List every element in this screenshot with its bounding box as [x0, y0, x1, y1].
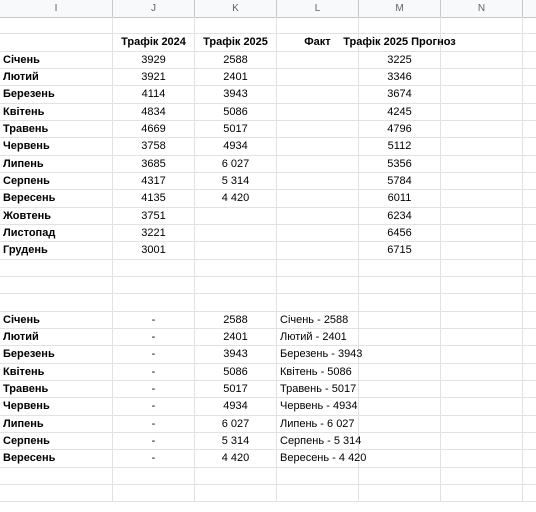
- traffic-2025-value[interactable]: 5 314: [195, 173, 277, 189]
- empty-row: [0, 468, 536, 485]
- fact-value[interactable]: [277, 69, 359, 85]
- table-row: [0, 104, 536, 121]
- traffic-2024-value[interactable]: 4135: [113, 190, 195, 206]
- cell[interactable]: [441, 364, 523, 380]
- cell[interactable]: [359, 450, 441, 466]
- traffic-2025-value[interactable]: [195, 242, 277, 258]
- month-label[interactable]: Вересень: [0, 190, 113, 206]
- forecast-value[interactable]: 5356: [359, 156, 441, 172]
- traffic-2024-value[interactable]: 3221: [113, 225, 195, 241]
- forecast-value[interactable]: 6011: [359, 190, 441, 206]
- cell[interactable]: [441, 312, 523, 328]
- traffic-2024-value[interactable]: -: [113, 312, 195, 328]
- month-label[interactable]: Лютий: [0, 69, 113, 85]
- forecast-value[interactable]: 3346: [359, 69, 441, 85]
- empty-row: [0, 277, 536, 294]
- month-label[interactable]: Січень: [0, 312, 113, 328]
- cell[interactable]: [359, 468, 441, 484]
- fact-value[interactable]: [277, 156, 359, 172]
- fact-label[interactable]: Квітень - 5086: [277, 364, 359, 380]
- cell[interactable]: [359, 294, 441, 310]
- forecast-value[interactable]: 5112: [359, 138, 441, 154]
- cell[interactable]: [195, 17, 277, 33]
- month-label[interactable]: Лютий: [0, 329, 113, 345]
- table-row: [0, 121, 536, 138]
- traffic-2025-value[interactable]: 6 027: [195, 416, 277, 432]
- table-row: [0, 364, 536, 381]
- traffic-2025-value[interactable]: 3943: [195, 346, 277, 362]
- cell[interactable]: [0, 34, 113, 50]
- cell[interactable]: [113, 277, 195, 293]
- cell[interactable]: [359, 485, 441, 501]
- cell[interactable]: [0, 260, 113, 276]
- forecast-value[interactable]: 4245: [359, 104, 441, 120]
- traffic-2024-value[interactable]: -: [113, 416, 195, 432]
- fact-value[interactable]: [277, 86, 359, 102]
- header-traffic-2025[interactable]: Трафік 2025: [195, 34, 277, 50]
- cell[interactable]: [441, 17, 523, 33]
- cell[interactable]: [277, 294, 359, 310]
- table-row: [0, 190, 536, 207]
- column-header-m[interactable]: M: [359, 0, 441, 17]
- traffic-2024-value[interactable]: -: [113, 364, 195, 380]
- cell[interactable]: [359, 312, 441, 328]
- table-row: [0, 312, 536, 329]
- cell[interactable]: [113, 17, 195, 33]
- traffic-2024-value[interactable]: 3921: [113, 69, 195, 85]
- cell[interactable]: [0, 294, 113, 310]
- fact-label[interactable]: Січень - 2588: [277, 312, 359, 328]
- traffic-2025-value[interactable]: 4 420: [195, 190, 277, 206]
- month-label[interactable]: Липень: [0, 416, 113, 432]
- fact-label[interactable]: Липень - 6 027: [277, 416, 359, 432]
- traffic-2024-value[interactable]: 3001: [113, 242, 195, 258]
- cell[interactable]: [441, 260, 523, 276]
- cell[interactable]: [195, 468, 277, 484]
- cell[interactable]: [195, 260, 277, 276]
- fact-value[interactable]: [277, 242, 359, 258]
- traffic-2024-value[interactable]: 4317: [113, 173, 195, 189]
- cell[interactable]: [441, 52, 523, 68]
- traffic-2025-value[interactable]: 2588: [195, 52, 277, 68]
- cell[interactable]: [441, 242, 523, 258]
- cell[interactable]: [359, 277, 441, 293]
- cell[interactable]: [359, 260, 441, 276]
- cell[interactable]: [441, 104, 523, 120]
- traffic-2024-value[interactable]: -: [113, 450, 195, 466]
- month-label[interactable]: Квітень: [0, 104, 113, 120]
- traffic-2025-value[interactable]: 2401: [195, 69, 277, 85]
- traffic-2024-value[interactable]: 4114: [113, 86, 195, 102]
- table-row: [0, 398, 536, 415]
- fact-label[interactable]: Лютий - 2401: [277, 329, 359, 345]
- cell[interactable]: [113, 468, 195, 484]
- cell[interactable]: [441, 294, 523, 310]
- cell[interactable]: [0, 485, 113, 501]
- cell[interactable]: [441, 173, 523, 189]
- traffic-2024-value[interactable]: 3929: [113, 52, 195, 68]
- cell[interactable]: [359, 416, 441, 432]
- cell[interactable]: [277, 17, 359, 33]
- cell[interactable]: [359, 329, 441, 345]
- month-label[interactable]: Липень: [0, 156, 113, 172]
- table-row: [0, 346, 536, 363]
- forecast-value[interactable]: 6715: [359, 242, 441, 258]
- month-label[interactable]: Грудень: [0, 242, 113, 258]
- header-fact[interactable]: Факт: [277, 34, 359, 50]
- traffic-2025-value[interactable]: 5086: [195, 104, 277, 120]
- cell[interactable]: [441, 190, 523, 206]
- cell[interactable]: [277, 468, 359, 484]
- empty-row: [0, 294, 536, 311]
- traffic-2024-value[interactable]: 3751: [113, 208, 195, 224]
- fact-value[interactable]: [277, 121, 359, 137]
- table-row: [0, 450, 536, 467]
- forecast-value[interactable]: 4796: [359, 121, 441, 137]
- traffic-2025-value[interactable]: [195, 225, 277, 241]
- traffic-2025-value[interactable]: [195, 208, 277, 224]
- table-row: [0, 381, 536, 398]
- month-label[interactable]: Квітень: [0, 364, 113, 380]
- traffic-2025-value[interactable]: 5 314: [195, 433, 277, 449]
- table-header-row: [0, 34, 536, 51]
- month-label[interactable]: Червень: [0, 138, 113, 154]
- forecast-value[interactable]: 3225: [359, 52, 441, 68]
- traffic-2025-value[interactable]: 6 027: [195, 156, 277, 172]
- cell[interactable]: [113, 485, 195, 501]
- table-row: [0, 433, 536, 450]
- fact-label[interactable]: Березень - 3943: [277, 346, 359, 362]
- traffic-2024-value[interactable]: -: [113, 433, 195, 449]
- month-label[interactable]: Вересень: [0, 450, 113, 466]
- fact-value[interactable]: [277, 190, 359, 206]
- fact-label[interactable]: Травень - 5017: [277, 381, 359, 397]
- cell[interactable]: [0, 17, 113, 33]
- month-label[interactable]: Жовтень: [0, 208, 113, 224]
- cell[interactable]: [359, 17, 441, 33]
- traffic-2024-value[interactable]: 3758: [113, 138, 195, 154]
- column-header-j[interactable]: J: [113, 0, 195, 17]
- cell[interactable]: [441, 398, 523, 414]
- fact-label[interactable]: Вересень - 4 420: [277, 450, 359, 466]
- month-label[interactable]: Березень: [0, 86, 113, 102]
- cell[interactable]: [441, 34, 523, 50]
- month-label[interactable]: Серпень: [0, 173, 113, 189]
- cell[interactable]: [441, 346, 523, 362]
- fact-value[interactable]: [277, 208, 359, 224]
- traffic-2024-value[interactable]: 4669: [113, 121, 195, 137]
- cell[interactable]: [113, 260, 195, 276]
- forecast-value[interactable]: 3674: [359, 86, 441, 102]
- forecast-value[interactable]: 5784: [359, 173, 441, 189]
- fact-value[interactable]: [277, 173, 359, 189]
- traffic-2024-value[interactable]: -: [113, 398, 195, 414]
- fact-value[interactable]: [277, 52, 359, 68]
- fact-value[interactable]: [277, 138, 359, 154]
- cell[interactable]: [441, 468, 523, 484]
- cell[interactable]: [195, 294, 277, 310]
- traffic-2024-value[interactable]: -: [113, 329, 195, 345]
- cell[interactable]: [195, 485, 277, 501]
- empty-row: [0, 17, 536, 34]
- cell[interactable]: [359, 364, 441, 380]
- table-row: [0, 173, 536, 190]
- table-row: [0, 52, 536, 69]
- month-label[interactable]: Березень: [0, 346, 113, 362]
- cell[interactable]: [195, 277, 277, 293]
- table-row: [0, 138, 536, 155]
- traffic-2025-value[interactable]: 4934: [195, 138, 277, 154]
- cell[interactable]: [359, 433, 441, 449]
- table-row: [0, 69, 536, 86]
- cell[interactable]: [441, 381, 523, 397]
- column-header-row: [0, 0, 536, 18]
- cell[interactable]: [0, 277, 113, 293]
- cell[interactable]: [359, 398, 441, 414]
- traffic-2025-value[interactable]: 2588: [195, 312, 277, 328]
- traffic-2024-value[interactable]: -: [113, 346, 195, 362]
- fact-value[interactable]: [277, 104, 359, 120]
- fact-value[interactable]: [277, 225, 359, 241]
- cell[interactable]: [441, 86, 523, 102]
- fact-label[interactable]: Серпень - 5 314: [277, 433, 359, 449]
- forecast-value[interactable]: 6456: [359, 225, 441, 241]
- traffic-2025-value[interactable]: 2401: [195, 329, 277, 345]
- cell[interactable]: [277, 260, 359, 276]
- table-row: [0, 242, 536, 259]
- cell[interactable]: [441, 416, 523, 432]
- empty-row: [0, 485, 536, 502]
- month-label[interactable]: Січень: [0, 52, 113, 68]
- empty-row: [0, 260, 536, 277]
- month-label[interactable]: Листопад: [0, 225, 113, 241]
- traffic-2025-value[interactable]: 5017: [195, 381, 277, 397]
- header-traffic-2024[interactable]: Трафік 2024: [113, 34, 195, 50]
- table-row: [0, 416, 536, 433]
- traffic-2025-value[interactable]: 4934: [195, 398, 277, 414]
- month-label[interactable]: Травень: [0, 121, 113, 137]
- month-label[interactable]: Червень: [0, 398, 113, 414]
- table-row: [0, 208, 536, 225]
- cell[interactable]: [113, 294, 195, 310]
- month-label[interactable]: Серпень: [0, 433, 113, 449]
- table-row: [0, 329, 536, 346]
- traffic-2025-value[interactable]: 5017: [195, 121, 277, 137]
- cell[interactable]: [441, 138, 523, 154]
- traffic-2025-value[interactable]: 5086: [195, 364, 277, 380]
- traffic-2025-value[interactable]: 4 420: [195, 450, 277, 466]
- cell[interactable]: [441, 485, 523, 501]
- cell[interactable]: [277, 277, 359, 293]
- month-label[interactable]: Травень: [0, 381, 113, 397]
- table-row: [0, 225, 536, 242]
- cell[interactable]: [441, 121, 523, 137]
- cell[interactable]: [359, 346, 441, 362]
- table-row: [0, 86, 536, 103]
- column-header-k[interactable]: K: [195, 0, 277, 17]
- column-header-i[interactable]: I: [0, 0, 113, 17]
- cell[interactable]: [277, 485, 359, 501]
- cell[interactable]: [441, 329, 523, 345]
- fact-label[interactable]: Червень - 4934: [277, 398, 359, 414]
- cell[interactable]: [441, 433, 523, 449]
- cell[interactable]: [441, 277, 523, 293]
- traffic-2024-value[interactable]: -: [113, 381, 195, 397]
- cell[interactable]: [441, 450, 523, 466]
- traffic-2024-value[interactable]: 3685: [113, 156, 195, 172]
- table-row: [0, 156, 536, 173]
- traffic-2025-value[interactable]: 3943: [195, 86, 277, 102]
- cell[interactable]: [441, 156, 523, 172]
- column-header-l[interactable]: L: [277, 0, 359, 17]
- cell[interactable]: [359, 381, 441, 397]
- cell[interactable]: [441, 208, 523, 224]
- header-forecast-2025[interactable]: Трафік 2025 Прогноз: [359, 34, 441, 50]
- forecast-value[interactable]: 6234: [359, 208, 441, 224]
- column-header-n[interactable]: N: [441, 0, 523, 17]
- traffic-2024-value[interactable]: 4834: [113, 104, 195, 120]
- cell[interactable]: [0, 468, 113, 484]
- cell[interactable]: [441, 69, 523, 85]
- cell[interactable]: [441, 225, 523, 241]
